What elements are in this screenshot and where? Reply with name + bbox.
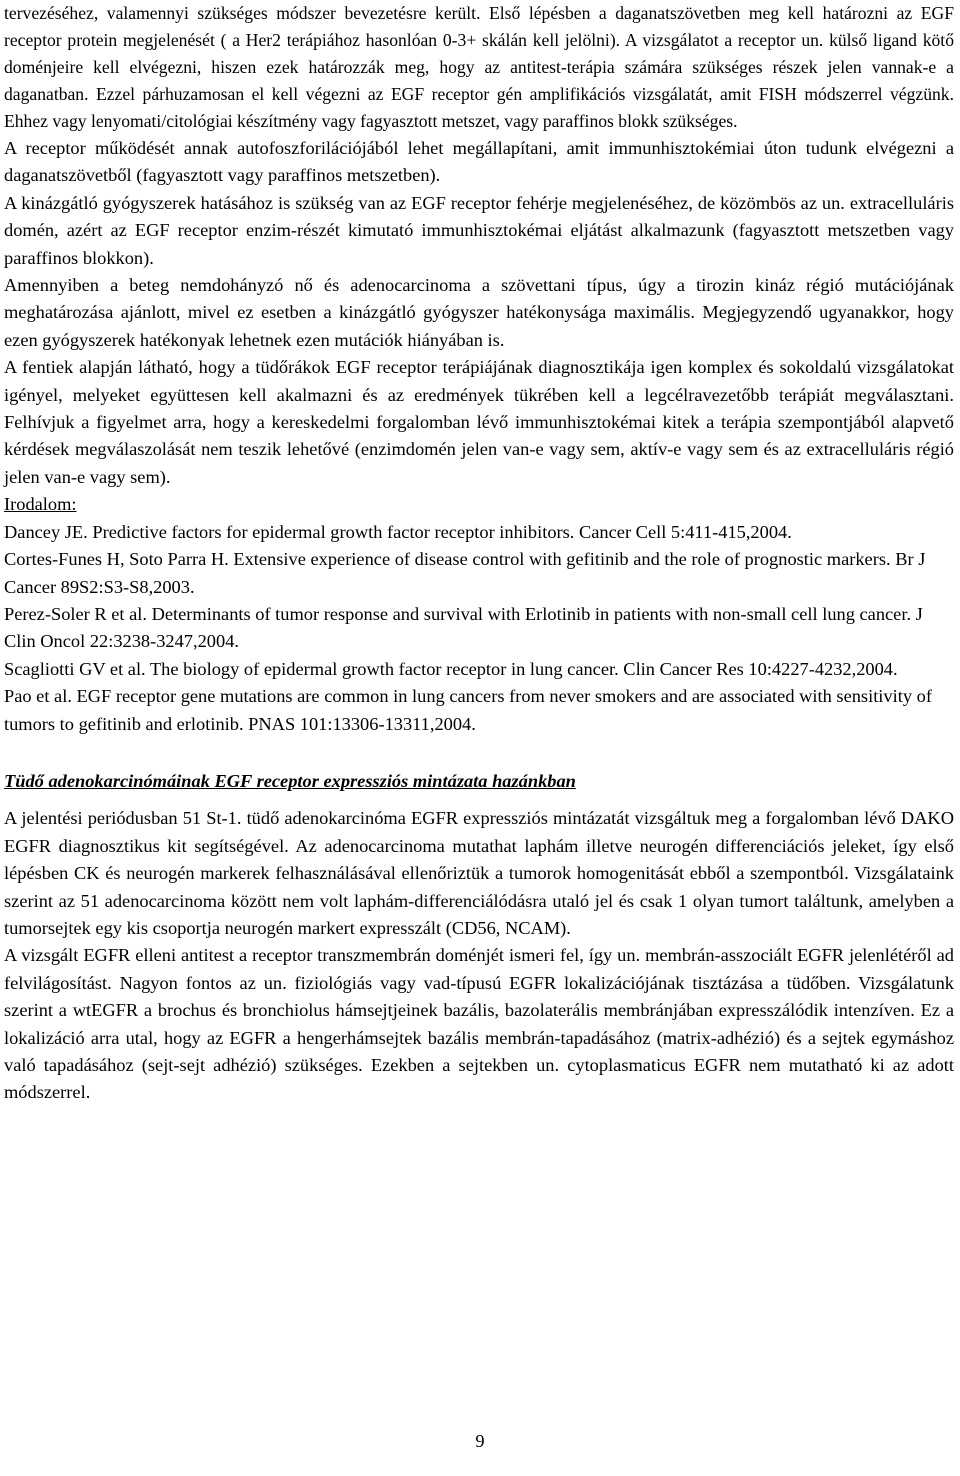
reference-item-1: Dancey JE. Predictive factors for epidermal growth factor receptor inhibitors. Cancer Cell 5:411-415,2004. (4, 521, 792, 542)
body-paragraph-3: A kinázgátló gyógyszerek hatásához is szükség van az EGF receptor fehérje megjelenéséhez, de közömbös az un. extracelluláris domén, azért az EGF receptor enzim-részét kimutató immunhisztokémai eljátást alkalmazunk (fagyasztott metszetben vagy paraffinos blokkon). (4, 192, 954, 268)
body-paragraph-4: Amennyiben a beteg nemdohányzó nő és adenocarcinoma a szövettani típus, úgy a tirozin kináz régió mutációjának meghatározása ajánlott, mivel ez esetben a kinázgátló gyógyszer hatékonysága maximális. Megjegyzendő ugyanakkor, hogy ezen gyógyszerek hatékonyak lehetnek ezen mutációk hiányában is. (4, 275, 954, 350)
section-paragraph-1: A jelentési periódusban 51 St-1. tüdő adenokarcinóma EGFR expressziós mintázatát vizsgáltuk meg a forgalomban lévő DAKO EGFR diagnosztikus kit segítségével. Az adenocarcinoma mutathat laphám illetve neurogén differenciációs jeleket, így első lépésben CK és neurogén markerek felhasználásával ellenőriztük a tumorok homogenitását ebből a szempontból. Vizsgálataink szerint az 51 adenocarcinoma között nem volt laphám-differenciálódásra utaló jel és csak 1 olyan tumort találtunk, amelyben a tumorsejtek egy kis csoportja neurogén markert expresszált (CD56, NCAM). (4, 808, 954, 938)
section-title: Tüdő adenokarcinómáinak EGF receptor expressziós mintázata hazánkban (4, 770, 576, 791)
body-paragraph-5: A fentiek alapján látható, hogy a tüdőrákok EGF receptor terápiájának diagnosztikája igen komplex és sokoldalú vizsgálatokat igényel, melyeket együttesen kell akalmazni és az eredmények tükrében kell a legcélravezetőbb terápiát megválasztani. Felhívjuk a figyelmet arra, hogy a kereskedelmi forgalomban lévő immunhisztokémai kitek a terápia szempontjából alapvető kérdések megválaszolását nem teszik lehetővé (enzimdomén jelen van-e vagy sem, aktív-e vagy sem és az extracelluláris régió jelen van-e vagy sem). (4, 357, 954, 487)
reference-item-5: Pao et al. EGF receptor gene mutations are common in lung cancers from never smokers and are associated with sensitivity of tumors to gefitinib and erlotinib. PNAS 101:13306-13311,2004. (4, 686, 932, 734)
reference-item-2: Cortes-Funes H, Soto Parra H. Extensive experience of disease control with gefitinib and the role of prognostic markers. Br J Cancer 89S2:S3-S8,2003. (4, 549, 926, 597)
page-number: 9 (475, 1431, 485, 1451)
references-heading: Irodalom: (4, 494, 77, 515)
section-paragraph-2: A vizsgált EGFR elleni antitest a receptor transzmembrán doménjét ismeri fel, így un. membrán-asszociált EGFR jelenlétéről ad felvilágosítást. Nagyon fontos az un. fiziológiás vagy vad-típusú EGFR lokalizációjának tisztázása a tüdőben. Vizsgálatunk szerint a wtEGFR a brochus és bronchiolus hámsejtjeinek bazális, bazolaterális membránjában expresszálódik intenzíven. Ez a lokalizáció arra utal, hogy az EGFR a hengerhámsejtek bazális membrán-tapadásához (matrix-adhézió) és a sejtek egymáshoz való tapadásához (sejt-sejt adhézió) szükséges. Ezekben a sejtekben un. cytoplasmaticus EGFR nem mutatható ki az adott módszerrel. (4, 945, 954, 1103)
references-section (4, 491, 954, 738)
document-page (4, 0, 954, 1107)
body-paragraph-2: A receptor működését annak autofoszforilációjából lehet megállapítani, amit immunhisztokémiai úton tudunk elvégezni a daganatszövetből (fagyasztott vagy paraffinos metszetben). (4, 138, 954, 186)
reference-item-4: Scagliotti GV et al. The biology of epidermal growth factor receptor in lung cancer. Clin Cancer Res 10:4227-4232,2004. (4, 658, 898, 679)
reference-item-3: Perez-Soler R et al. Determinants of tumor response and survival with Erlotinib in patients with non-small cell lung cancer. J Clin Oncol 22:3238-3247,2004. (4, 603, 923, 652)
body-paragraph-1: tervezéséhez, valamennyi szükséges módszer bevezetésre került. Első lépésben a daganatszövetben meg kell határozni az EGF receptor protein megjelenését ( a Her2 terápiához hasonlóan 0-3+ skálán kell jelölni). A vizsgálatot a receptor un. külső ligand kötő doménjeire kell elvégezni, hiszen ezek határozzák meg, hogy az antitest-terápia számára szükséges részek jelen vannak-e a daganatban. Ezzel párhuzamosan el kell végezni az EGF receptor gén amplifikációs vizsgálatát, amit FISH módszerrel végzünk. Ehhez vagy lenyomati/citológiai készítmény vagy fagyasztott metszet, vagy paraffinos blokk szükséges. (4, 3, 954, 131)
